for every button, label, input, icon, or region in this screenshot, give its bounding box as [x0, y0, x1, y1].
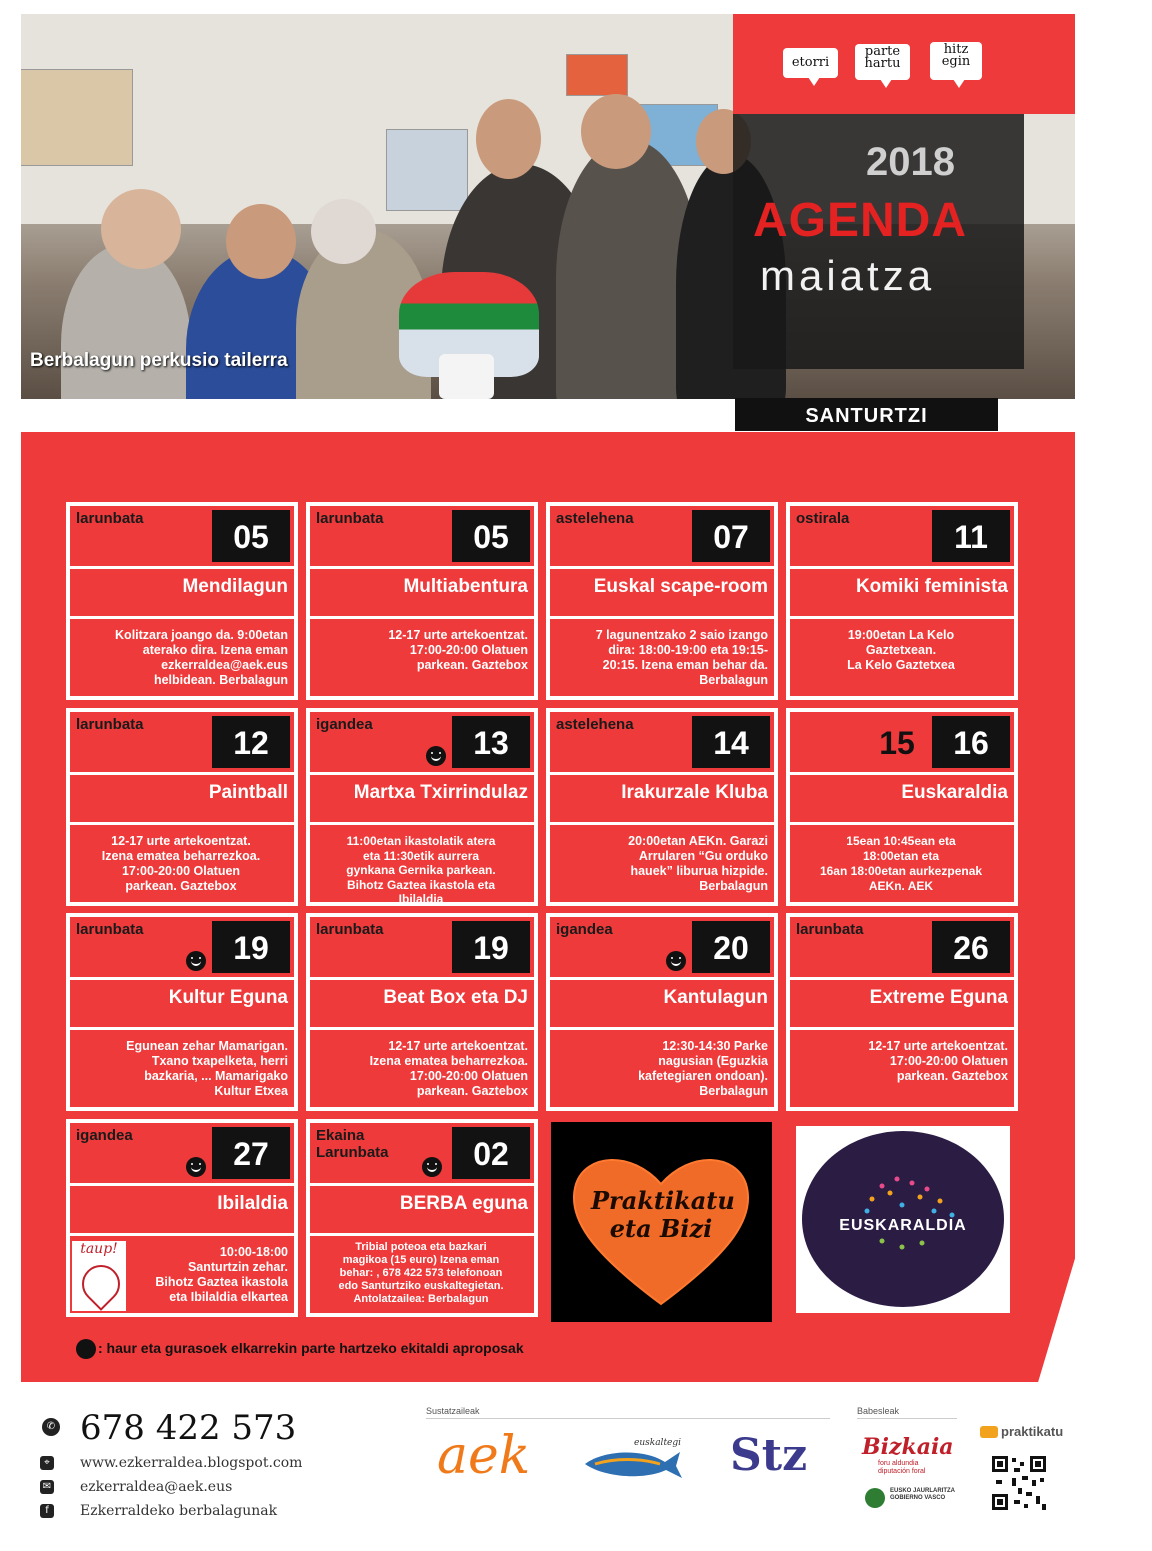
- event-weekday: larunbata: [76, 921, 144, 938]
- event-description: 12-17 urte artekoentzat. 17:00-20:00 Olatuen parkean. Gaztebox: [388, 628, 528, 672]
- event-date: 27: [212, 1127, 290, 1179]
- event-weekday: astelehena: [556, 510, 634, 527]
- event-title: Komiki feminista: [855, 576, 1008, 597]
- blog-link[interactable]: www.ezkerraldea.blogspot.com: [80, 1455, 303, 1471]
- event-weekday: igandea: [76, 1127, 133, 1144]
- event-date: 02: [452, 1127, 530, 1179]
- event-date: 05: [212, 510, 290, 562]
- event-description: Egunean zehar Mamarigan. Txano txapelketa, herri bazkaria, ... Mamarigako Kultur Etxea: [126, 1039, 288, 1098]
- event-card: [66, 708, 298, 906]
- event-description: 12-17 urte artekoentzat. Izena ematea beharrezkoa. 17:00-20:00 Olatuen parkean. Gaztebox: [369, 1039, 528, 1098]
- bubble-hitz-egin: hitz egin: [930, 42, 982, 80]
- event-title: Kultur Eguna: [168, 987, 288, 1008]
- event-title: Martxa Txirrindulaz: [353, 782, 528, 803]
- event-description: 19:00etan La Kelo Gaztetxean. La Kelo Gaztetxea: [847, 628, 955, 672]
- facebook-icon: f: [40, 1504, 54, 1518]
- euskaltegi-fish-logo: [580, 1438, 684, 1484]
- event-title: Ibilaldia: [217, 1193, 288, 1214]
- gv-logo-text: EUSKO JAURLARITZA GOBIERNO VASCO: [890, 1488, 956, 1501]
- title-red-band: [733, 14, 1075, 114]
- event-weekday: larunbata: [316, 921, 384, 938]
- phone-number[interactable]: 678 422 573: [80, 1408, 297, 1448]
- event-description: 11:00etan ikastolatik atera eta 11:30etik aurrera gynkana Gernika parkean. Bihotz Gaztea ikastola eta Ibilaldia: [346, 834, 496, 906]
- event-date: 12: [212, 716, 290, 768]
- event-card: [546, 913, 778, 1111]
- phone-icon: ✆: [42, 1418, 60, 1436]
- qr-code-icon[interactable]: [992, 1456, 1046, 1510]
- smiley-icon: [76, 1339, 96, 1359]
- event-title: Euskal scape-room: [593, 576, 768, 597]
- event-title: Irakurzale Kluba: [621, 782, 768, 803]
- facebook-link[interactable]: Ezkerraldeko berbalagunak: [80, 1503, 278, 1519]
- event-title: Multiabentura: [403, 576, 528, 597]
- event-date: 19: [212, 921, 290, 973]
- event-title: Kantulagun: [663, 987, 768, 1008]
- event-weekday: astelehena: [556, 716, 634, 733]
- mouse-icon: ⌖: [40, 1456, 54, 1470]
- family-friendly-icon: [186, 951, 206, 971]
- event-card: [786, 708, 1018, 906]
- event-weekday: igandea: [316, 716, 373, 733]
- patrons-divider: [857, 1418, 957, 1419]
- praktikatu-eta-bizi-tile: [551, 1122, 772, 1322]
- stz-logo: Stz: [730, 1430, 808, 1481]
- event-title: Beat Box eta DJ: [383, 987, 528, 1008]
- aek-logo: aek: [437, 1426, 531, 1486]
- sponsors-divider: [426, 1418, 830, 1419]
- euskaraldia-tile: [796, 1126, 1010, 1313]
- family-friendly-icon: [666, 951, 686, 971]
- event-card: [786, 913, 1018, 1111]
- email-icon: ✉: [40, 1480, 54, 1494]
- event-card: [66, 913, 298, 1111]
- event-description: 7 lagunentzako 2 saio izango dira: 18:00-19:00 eta 19:15- 20:15. Izena eman behar da. Berbalagun: [595, 628, 768, 687]
- gv-logo-icon: [865, 1488, 885, 1508]
- event-date: 20: [692, 921, 770, 973]
- event-description: Tribial poteoa eta bazkari magikoa (15 euro) Izena eman behar: , 678 422 573 telefonoan edo Santurtziko euskaltegietan. Antolatzailea: Berbalagun: [338, 1241, 504, 1305]
- event-weekday: larunbata: [796, 921, 864, 938]
- taup-logo: taup!: [72, 1241, 126, 1311]
- event-date: 07: [692, 510, 770, 562]
- event-date: 11: [932, 510, 1010, 562]
- event-card: [546, 502, 778, 700]
- event-description: 15ean 10:45ean eta 18:00etan eta 16an 18:00etan aurkezpenak AEKn. AEK: [819, 834, 983, 893]
- event-card: [66, 1119, 298, 1317]
- event-description: Kolitzara joango da. 9:00etan aterako dira. Izena eman ezkerraldea@aek.eus helbidean. Berbalagun: [115, 628, 288, 687]
- euskaltegi-logo-text: euskaltegi: [634, 1438, 682, 1448]
- event-date-start: 15: [879, 725, 915, 761]
- event-date: 26: [932, 921, 1010, 973]
- event-date: 13: [452, 716, 530, 768]
- sponsors-label: Sustatzaileak: [426, 1406, 480, 1416]
- euskaraldia-logo: [802, 1131, 1004, 1307]
- event-card: [306, 1119, 538, 1317]
- event-weekday: larunbata: [76, 716, 144, 733]
- event-title: Paintball: [208, 782, 288, 803]
- event-date: 16: [932, 716, 1010, 768]
- praktikatu-small-logo: praktikatu: [1001, 1424, 1064, 1439]
- event-card: [66, 502, 298, 700]
- event-title: Euskaraldia: [901, 782, 1008, 803]
- event-description: 12:30-14:30 Parke nagusian (Eguzkia kafetegiaren ondoan). Berbalagun: [638, 1039, 768, 1098]
- bizkaia-logo: Bizkaia: [862, 1434, 954, 1460]
- event-card: [786, 502, 1018, 700]
- event-title: Extreme Eguna: [869, 987, 1008, 1008]
- event-card: [306, 502, 538, 700]
- legend-text: : haur eta gurasoek elkarrekin parte hartzeko ekitaldi aproposak: [98, 1340, 524, 1356]
- event-weekday: larunbata: [76, 510, 144, 527]
- event-weekday: igandea: [556, 921, 613, 938]
- event-date: 14: [692, 716, 770, 768]
- speech-icon: [980, 1426, 998, 1438]
- event-weekday: ostirala: [796, 510, 850, 527]
- family-friendly-icon: [186, 1157, 206, 1177]
- patrons-label: Babesleak: [857, 1406, 900, 1416]
- agenda-title: AGENDA: [753, 194, 968, 247]
- event-date: 19: [452, 921, 530, 973]
- praktikatu-logo-text: Praktikatu eta Bizi: [591, 1186, 735, 1243]
- event-card: [306, 913, 538, 1111]
- event-description: 20:00etan AEKn. Garazi Arrularen “Gu orduko hauek” liburua hizpide. Berbalagun: [628, 834, 768, 893]
- event-description: 12-17 urte artekoentzat. Izena ematea beharrezkoa. 17:00-20:00 Olatuen parkean. Gaztebox: [101, 834, 261, 893]
- event-description: 12-17 urte artekoentzat. 17:00-20:00 Olatuen parkean. Gaztebox: [868, 1039, 1008, 1083]
- euskaraldia-label: EUSKARALDIA: [839, 1217, 967, 1234]
- event-weekday: Ekaina Larunbata: [316, 1127, 389, 1161]
- family-friendly-icon: [422, 1157, 442, 1177]
- event-date: 05: [452, 510, 530, 562]
- photo-caption: Berbalagun perkusio tailerra: [30, 350, 288, 371]
- year: 2018: [866, 140, 955, 184]
- bubble-etorri: etorri: [783, 48, 838, 78]
- event-title: Mendilagun: [182, 576, 288, 597]
- city-label: SANTURTZI: [735, 398, 998, 431]
- bubble-parte-hartu: parte hartu: [855, 44, 910, 80]
- email-link[interactable]: ezkerraldea@aek.eus: [80, 1479, 233, 1495]
- event-weekday: larunbata: [316, 510, 384, 527]
- event-card: [306, 708, 538, 906]
- bizkaia-sublabel: foru aldundia diputación foral: [878, 1460, 926, 1475]
- event-card: [546, 708, 778, 906]
- event-description: 10:00-18:00 Santurtzin zehar. Bihotz Gaztea ikastola eta Ibilaldia elkartea: [155, 1245, 288, 1304]
- family-friendly-icon: [426, 746, 446, 766]
- event-title: BERBA eguna: [399, 1193, 528, 1214]
- month-title: maiatza: [760, 252, 936, 299]
